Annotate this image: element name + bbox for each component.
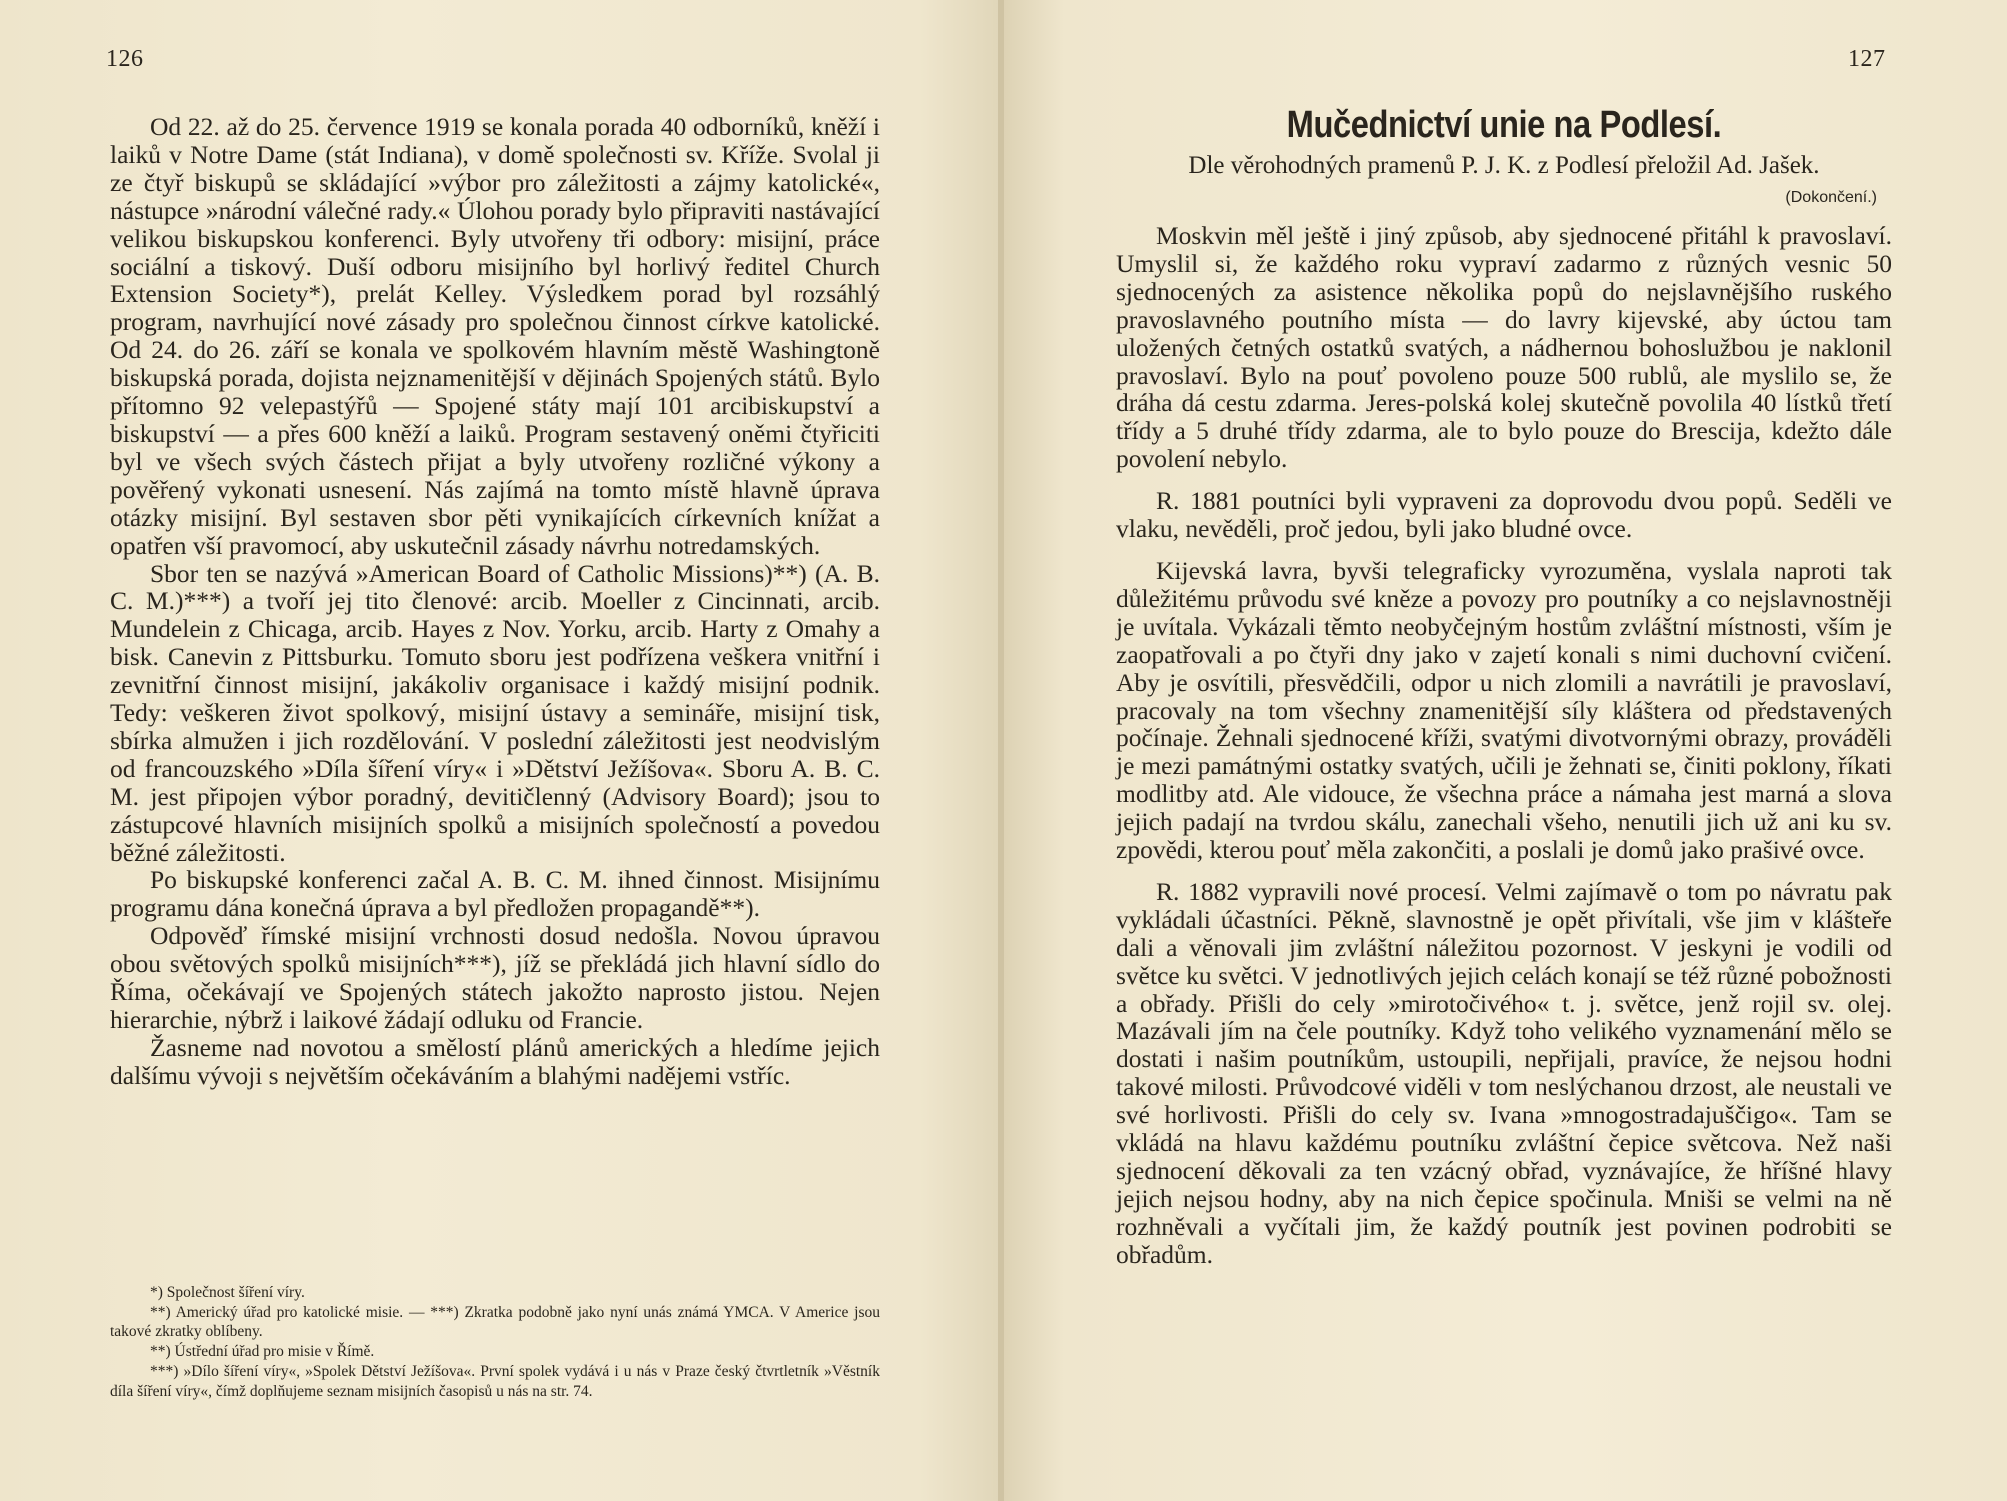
paragraph: Od 22. až do 25. července 1919 se konala porada 40 odborníků, kněží i laiků v Notre Dame (stát Indiana), v domě společnosti sv. Kříže. Svolal ji ze čtyř biskupů se skládající »výbor pro záležitosti a zájmy katolické«, nástupce »národní válečné rady.« Úlohou porady bylo připraviti nastávající velikou biskupskou konferenci. Byly utvořeny tři odbory: misijní, práce sociální a tiskový. Duší odboru misijního byl horlivý ředitel Church Extension Society*), prelát Kelley. Výsledkem porad byl rozsáhlý program, navrhující nové zásady pro společnou činnost církve katolické. Od 24. do 26. září se konala ve spolkovém hlavním městě Washingtoně biskupská porada, dojista nejznamenitější v dějinách Spojených států. Bylo přítomno 92 velepastýřů — Spojené státy mají 101 arcibiskupství a biskupství — a přes 600 kněží a laiků. Program sestavený oněmi čtyřiciti byl ve všech svých částech přijat a byly utvořeny rozličné výkony a pověřený vykonati usnesení. Nás zajímá na tomto místě hlavně úprava otázky misijní. Byl sestaven sbor pěti vynikajících církevních knížat a opatřen vší pravomocí, aby uskutečnil zásady návrhu notredamských. — [110, 112, 880, 560]
right-page — [1004, 0, 2007, 1501]
page-number-right: 127 — [1848, 46, 1886, 72]
left-page — [0, 0, 1000, 1501]
right-body-text — [1116, 222, 1892, 1269]
footnote: *) Společnost šíření víry. — [150, 1284, 305, 1301]
footnote: **) Ústřední úřad pro misie v Římě. — [150, 1343, 375, 1361]
page-number-left: 126 — [106, 46, 144, 72]
article-byline: Dle věrohodných pramenů P. J. K. z Podlesí přeložil Ad. Jašek. — [1188, 152, 1820, 179]
paragraph: R. 1882 vypravili nové procesí. Velmi zajímavě o tom po návratu pak vykládali účastníci. Pěkně, slavnostně je opět přivítali, vše jim v klášteře dali a věnovali jim zvláštní náležitou pozornost. V jeskyni je vodili od světce ku světci. V jednotlivých jejich celách konají se též různé pobožnosti a obřady. Přišli do cely »mirotočivého« t. j. světce, jenž rojil sv. olej. Mazávali jím na čele poutníky. Když toho velikého vyznamenání mělo se dostati i našim poutníkům, ustoupili, nepřijali, pravíce, že nejsou hodni takové milosti. Průvodcové viděli v tom neslýchanou drzost, ale neustali ve své horlivosti. Přišli do cely sv. Ivana »mnogostradajuščigo«. Tam se vkládá na hlavu každému poutníku zvláštní čepice světcova. Než naši sjednocení děkovali za ten vzácný obřad, vyznávajíce, že hříšné hlavy jejich nejsou hodny, aby na nich čepice spočinula. Mniši se velmi na ně rozhněvali a vyčítali jim, že každý poutník jest povinen podrobiti se obřadům. — [1116, 876, 1892, 1269]
paragraph: Moskvin měl ještě i jiný způsob, aby sjednocené přitáhl k pravoslaví. Umyslil si, že každého roku vypraví zadarmo z různých vesnic 50 sjednocených za asistence několika popů do nejslavnějšího ruského pravoslavného poutního místa — do lavry kijevské, aby úctou tam uložených četných ostatků svatých, a nádhernou bohoslužbou je naklonil pravoslaví. Bylo na pouť povoleno pouze 500 rublů, ale myslilo se, že dráha dá cestu zdarma. Jeres-polská kolej skutečně povolila 40 lístků třetí třídy a 5 druhé třídy zdarma, ale to bylo pouze do Brescija, kdežto dále povolení nebylo. — [1116, 221, 1892, 474]
paragraph: Žasneme nad novotou a smělostí plánů amerických a hledíme jejich dalšímu vývoji s největším očekáváním a blahými nadějemi vstříc. — [110, 1032, 880, 1090]
paragraph: Kijevská lavra, byvši telegraficky vyrozuměna, vyslala naproti tak důležitému průvodu své kněze a povozy pro poutníky a co nejslavnostněji je uvítala. Vykázali těmto neobyčejným hostům zvláštní místnosti, vším je zaopatřovali a po čtyři dny jako v zajetí konali s nimi duchovní cvičení. Aby je osvítili, přesvědčili, odpor u nich zlomili a navrátili je pravoslaví, pracovaly na tom všechny znamenitější síly kláštera od představených počínaje. Žehnali sjednocené kříži, svatými divotvornými obrazy, prováděli je mezi památnými ostatky svatých, učili je žehnati se, činiti poklony, říkati modlitby atd. Ale vidouce, že všechna práce a námaha jest marná a slova jejich padají na tvrdou skálu, zanechali všeho, nenutili jich už ani ku sv. zpovědi, kterou pouť měla zakončiti, a poslali je domů jako prašivé ovce. — [1116, 555, 1892, 865]
paragraph: Sbor ten se nazývá »American Board of Catholic Missions)**) (A. B. C. M.)***) a tvoří jej tito členové: arcib. Moeller z Cincinnati, arcib. Mundelein z Chicaga, arcib. Hayes z Nov. Yorku, arcib. Harty z Omahy a bisk. Canevin z Pittsburku. Tomuto sboru jest podřízena veškera vnitřní i zevnitřní činnost misijní, jakákoliv organisace i každý misijní podnik. Tedy: veškeren život spolkový, misijní ústavy a semináře, misijní tisk, sbírka almužen i jich rozdělování. V poslední záležitosti jest neodvislým od francouzského »Díla šíření víry« i »Dětství Ježíšova«. Sboru A. B. C. M. jest připojen výbor poradný, devitičlenný (Advisory Board); jsou to zástupcové hlavních misijních spolků a misijních společností a povedou běžné záležitosti. — [110, 558, 880, 867]
footnotes — [110, 1283, 880, 1401]
paragraph: R. 1881 poutníci byli vypraveni za doprovodu dvou popů. Seděli ve vlaku, nevěděli, proč jedou, byli jako bludné ovce. — [1116, 486, 1892, 544]
footnote: ***) »Dílo šíření víry«, »Spolek Dětství Ježíšova«. První spolek vydává i u nás v Praze český čtvrtletník »Věstník díla šíření víry«, čímž doplňujeme seznam misijních časopisů u nás na str. 74. — [110, 1362, 880, 1400]
paragraph: Po biskupské konferenci začal A. B. C. M. ihned činnost. Misijnímu programu dána konečná úprava a byl předložen propagandě**). — [110, 865, 880, 923]
left-body-text — [110, 113, 880, 1090]
footnote: **) Americký úřad pro katolické misie. — ***) Zkratka podobně jako nyní unás známá YMCA. V Americe jsou takové zkratky oblíbeny. — [110, 1303, 880, 1341]
continuation-note: (Dokončení.) — [1785, 189, 1877, 206]
paragraph: Odpověď římské misijní vrchnosti dosud nedošla. Novou úpravou obou světových spolků misijních***), jíž se překládá jich hlavní sídlo do Říma, očekávají ve Spojených státech jakožto naprosto jistou. Nejen hierarchie, nýbrž i laikové žádají odluku od Francie. — [110, 921, 880, 1034]
article-title: Mučednictví unie na Podlesí. — [1286, 104, 1722, 146]
